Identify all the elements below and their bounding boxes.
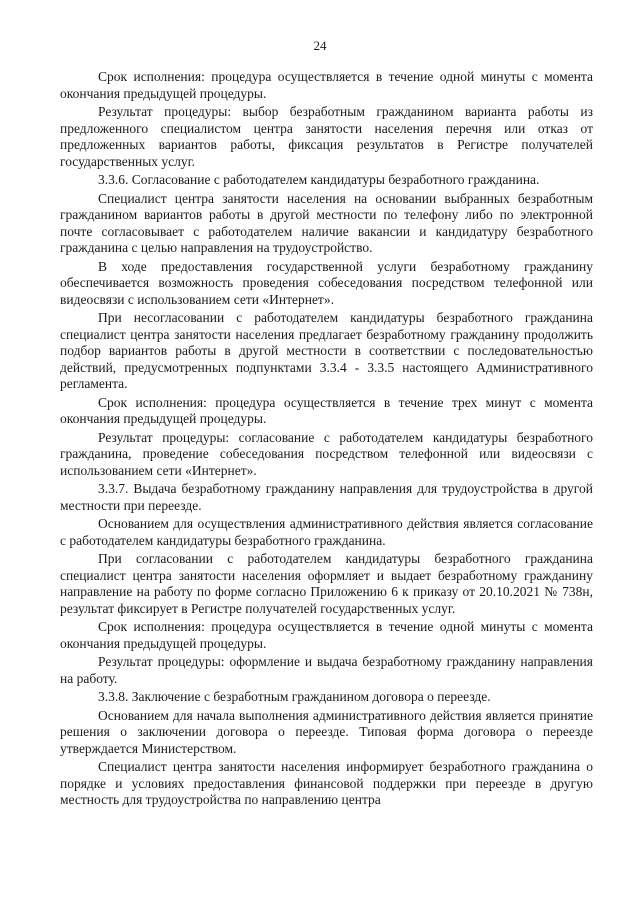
page-number: 24 [313, 38, 327, 53]
paragraph: Срок исполнения: процедура осуществляется в течение одной минуты с момента окончания предыдущей процедуры. [60, 69, 593, 101]
paragraph: Срок исполнения: процедура осуществляется в течение трех минут с момента окончания предыдущей процедуры. [60, 394, 593, 426]
section-heading-3-3-7: 3.3.7. Выдача безработному гражданину направления для трудоустройства в другой местности при переезде. [60, 481, 593, 513]
paragraph: Срок исполнения: процедура осуществляется в течение одной минуты с момента окончания предыдущей процедуры. [60, 619, 593, 651]
paragraph: При несогласовании с работодателем кандидатуры безработного гражданина специалист центра занятости населения предлагает безработному гражданину продолжить подбор вариантов работы в другой местности в соответствии с последовательностью действий, предусмотренных подпунктами 3.3.4 - 3.3.5 настоящего Административного регламента. [60, 310, 593, 391]
paragraph: В ходе предоставления государственной услуги безработному гражданину обеспечивается возможность проведения собеседования посредством телефонной или видеосвязи с использованием сети «Интернет». [60, 258, 593, 307]
paragraph: Специалист центра занятости населения информирует безработного гражданина о порядке и условиях предоставления финансовой поддержки при переезде в другую местность для трудоустройства по направлению центра [60, 759, 593, 807]
document-body [60, 69, 593, 809]
paragraph: Результат процедуры: согласование с работодателем кандидатуры безработного гражданина, проведение собеседования посредством телефонной или видеосвязи с использованием сети «Интернет». [60, 429, 593, 478]
paragraph: Результат процедуры: оформление и выдача безработному гражданину направления на работу. [60, 654, 593, 686]
section-heading-3-3-8: 3.3.8. Заключение с безработным гражданином договора о переезде. [98, 689, 491, 704]
section-heading-3-3-6: 3.3.6. Согласование с работодателем кандидатуры безработного гражданина. [98, 172, 540, 187]
paragraph: Основанием для начала выполнения административного действия является принятие решения о заключении договора о переезде. Типовая форма договора о переезде утверждается Министерством. [60, 707, 593, 756]
paragraph: Специалист центра занятости населения на основании выбранных безработным гражданином вариантов работы в другой местности по телефону либо по электронной почте согласовывает с работодателем наличие вакансии и кандидатуру безработного гражданина с целью направления на трудоустройство. [60, 190, 593, 255]
paragraph: При согласовании с работодателем кандидатуры безработного гражданина специалист центра занятости населения оформляет и выдает безработному гражданину направление на работу по форме согласно Приложению 6 к приказу от 20.10.2021 № 738н, результат фиксирует в Регистре получателей государственных услуг. [60, 551, 593, 616]
paragraph: Результат процедуры: выбор безработным гражданином варианта работы из предложенного специалистом центра занятости населения перечня или отказ от предложенных вариантов работы, фиксация результатов в Регистре получателей государственных услуг. [60, 104, 593, 169]
paragraph: Основанием для осуществления административного действия является согласование с работодателем кандидатуры безработного гражданина. [60, 516, 593, 548]
